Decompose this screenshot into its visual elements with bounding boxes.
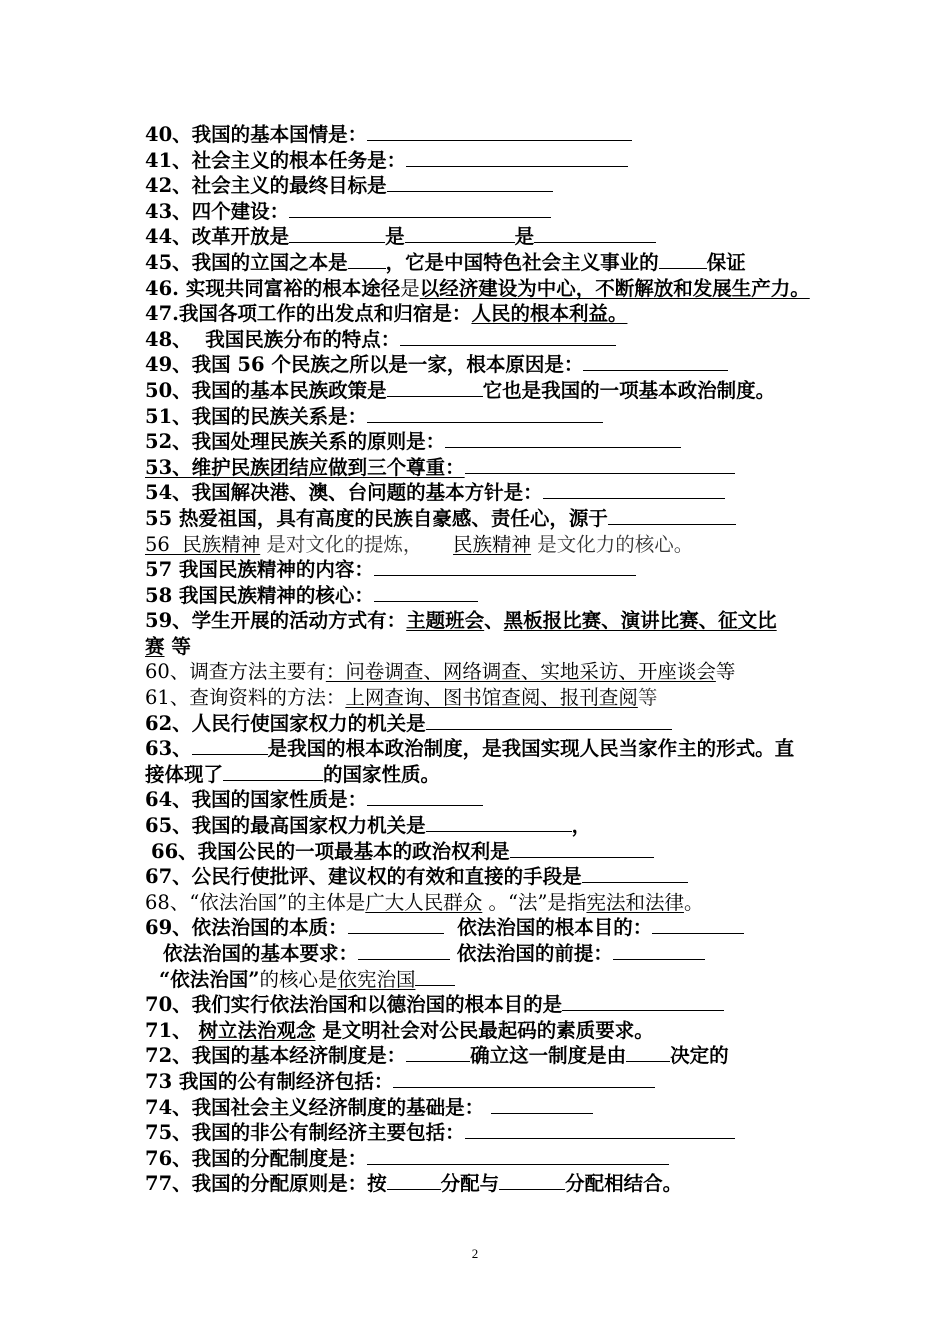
question-74 <box>145 1095 810 1121</box>
question-62 <box>145 711 810 737</box>
question-44 <box>145 224 810 250</box>
answer-text: 树立法治观念 <box>198 1018 316 1042</box>
question-text: 是文明社会对公民最起码的素质要求。 <box>322 1018 654 1042</box>
question-56 <box>145 532 810 558</box>
question-text: 51、我国的民族关系是： <box>145 404 368 428</box>
question-text: 47.我国各项工作的出发点和归宿是： <box>145 302 472 326</box>
question-text: 73 我国的公有制经济包括： <box>145 1069 394 1093</box>
question-71 <box>145 1018 810 1044</box>
answer-blank[interactable] <box>534 224 656 243</box>
question-text: 。“法”是指 <box>488 890 587 914</box>
answer-text: ：问卷调查、网络调查、实地采访、开座谈会 <box>325 660 716 684</box>
question-69-line-2 <box>145 941 810 967</box>
answer-blank[interactable] <box>367 404 603 423</box>
question-text: 55 热爱祖国，具有高度的民族自豪感、责任心，源于 <box>145 506 608 530</box>
answer-blank[interactable] <box>387 173 553 192</box>
answer-text: 以经济建设为中心，不断解放和发展生产力。 <box>419 276 810 300</box>
answer-blank[interactable] <box>491 1095 593 1114</box>
question-text: 它也是我国的一项基本政治制度。 <box>482 378 776 402</box>
question-text: 42、社会主义的最终目标是 <box>145 174 387 198</box>
question-text: 等 <box>171 634 191 658</box>
question-text: 58 我国民族精神的核心： <box>145 583 374 607</box>
question-text: 分配相结合。 <box>565 1172 683 1196</box>
question-text: 65、我国的最高国家权力机关是 <box>145 814 426 838</box>
answer-blank[interactable] <box>405 224 515 243</box>
answer-blank[interactable] <box>406 148 628 167</box>
answer-blank[interactable] <box>465 455 735 474</box>
question-text: 57 我国民族精神的内容： <box>145 558 374 582</box>
question-40 <box>145 122 810 148</box>
question-text: 75、我国的非公有制经济主要包括： <box>145 1121 465 1145</box>
answer-blank[interactable] <box>426 813 572 832</box>
question-59 <box>145 608 810 659</box>
question-text: 70、我们实行依法治国和以德治国的根本目的是 <box>145 993 563 1017</box>
question-text: 是我国的根本政治制度，是我国实现人民当家作主的形式。直接体现了 <box>145 737 795 786</box>
answer-blank[interactable] <box>289 199 551 218</box>
question-text: 。 <box>683 890 704 914</box>
question-text: 是 <box>400 276 420 300</box>
question-76 <box>145 1146 810 1172</box>
question-text: 63、 <box>145 737 192 761</box>
question-72 <box>145 1043 810 1069</box>
question-text: 是 <box>385 225 405 249</box>
answer-blank[interactable] <box>348 915 444 934</box>
question-48 <box>145 327 810 353</box>
question-text: 76、我国的分配制度是： <box>145 1146 368 1170</box>
question-69 <box>145 915 810 941</box>
question-text: 是对文化的提炼， <box>266 532 423 556</box>
answer-blank[interactable] <box>387 378 483 397</box>
answer-blank[interactable] <box>499 1171 565 1190</box>
answer-blank[interactable] <box>387 1171 441 1190</box>
question-text: 确立这一制度是由 <box>470 1044 627 1068</box>
question-46 <box>145 276 810 302</box>
question-73 <box>145 1069 810 1095</box>
answer-blank[interactable] <box>374 583 478 602</box>
question-57 <box>145 557 810 583</box>
answer-blank[interactable] <box>583 352 728 371</box>
question-61 <box>145 685 810 711</box>
question-text: 77、我国的分配原则是：按 <box>145 1172 387 1196</box>
answer-blank[interactable] <box>652 915 744 934</box>
question-text: 64、我国的国家性质是： <box>145 788 368 812</box>
question-47 <box>145 301 810 327</box>
question-41 <box>145 148 810 174</box>
question-54 <box>145 480 810 506</box>
question-text: 是文化力的核心。 <box>537 532 694 556</box>
question-75 <box>145 1120 810 1146</box>
question-text: ， <box>571 814 592 838</box>
answer-blank[interactable] <box>543 480 725 499</box>
question-text: 48、 我国民族分布的特点： <box>145 327 401 351</box>
answer-blank[interactable] <box>367 1146 669 1165</box>
document-page <box>145 122 810 1197</box>
answer-blank[interactable] <box>659 250 707 269</box>
answer-blank[interactable] <box>613 941 705 960</box>
question-text: 74、我国社会主义经济制度的基础是： <box>145 1095 485 1119</box>
question-text: 62、人民行使国家权力的机关是 <box>145 711 426 735</box>
question-53 <box>145 455 810 481</box>
question-text: 50、我国的基本民族政策是 <box>145 378 387 402</box>
answer-blank[interactable] <box>348 250 386 269</box>
question-text: 是 <box>514 225 535 249</box>
question-text: 52、我国处理民族关系的原则是： <box>145 430 446 454</box>
question-69-line-3 <box>145 967 810 993</box>
question-text: 保证 <box>706 250 746 274</box>
question-52 <box>145 429 810 455</box>
question-text: 等 <box>637 686 658 710</box>
question-text: 依法治国的前提： <box>456 942 613 965</box>
answer-blank[interactable] <box>400 327 616 346</box>
question-text: 依法治国的基本要求： <box>163 942 359 965</box>
answer-text: 56 民族精神 <box>145 532 261 556</box>
answer-text: 民族精神 <box>453 532 532 556</box>
question-43 <box>145 199 810 225</box>
question-text: 69、依法治国的本质： <box>145 916 348 940</box>
question-text: 61、查询资料的方法： <box>145 686 346 710</box>
question-text: 、 <box>484 609 504 633</box>
question-text: 分配与 <box>440 1172 500 1196</box>
answer-blank[interactable] <box>582 864 688 883</box>
question-42 <box>145 173 810 199</box>
answer-text: 宪法和法律 <box>586 890 684 914</box>
answer-text: 上网查询、图书馆查阅、报刊查阅 <box>345 686 638 710</box>
question-text: ，它是中国特色社会主义事业的 <box>385 250 659 274</box>
question-text: 72、我国的基本经济制度是： <box>145 1044 407 1068</box>
question-text: 66、我国公民的一项最基本的政治权利是 <box>151 839 510 863</box>
question-text: 44、改革开放是 <box>145 225 290 249</box>
answer-blank[interactable] <box>415 967 455 986</box>
answer-text: 黑板报比赛、演讲比赛、征文比赛 <box>145 609 777 658</box>
question-text: 53、维护民族团结应做到三个尊重： <box>145 455 465 479</box>
answer-blank[interactable] <box>223 762 323 781</box>
answer-blank[interactable] <box>608 506 736 525</box>
question-49 <box>145 352 810 378</box>
question-50 <box>145 378 810 404</box>
question-text: 的国家性质。 <box>323 762 441 786</box>
page-number: 2 <box>471 1246 479 1261</box>
answer-text: 依宪治国 <box>337 967 416 991</box>
question-58 <box>145 583 810 609</box>
question-text: 的核心是 <box>259 967 338 991</box>
question-text: 59、学生开展的活动方式有： <box>145 609 407 633</box>
question-text: 43、四个建设： <box>145 199 290 223</box>
question-text: 45、我国的立国之本是 <box>145 250 348 274</box>
question-text: 67、公民行使批评、建议权的有效和直接的手段是 <box>145 865 582 889</box>
question-text: “依法治国” <box>159 967 260 991</box>
question-text: 41、社会主义的根本任务是： <box>145 148 407 172</box>
answer-blank[interactable] <box>393 1069 655 1088</box>
answer-blank[interactable] <box>289 224 385 243</box>
question-66 <box>145 839 810 865</box>
question-65 <box>145 813 810 839</box>
question-70 <box>145 992 810 1018</box>
answer-blank[interactable] <box>192 736 268 755</box>
question-text: 54、我国解决港、澳、台问题的基本方针是： <box>145 481 543 505</box>
answer-text: 人民的根本利益。 <box>471 302 628 326</box>
answer-blank[interactable] <box>374 557 636 576</box>
answer-text: 主题班会 <box>406 609 485 633</box>
answer-text: 广大人民群众 <box>365 890 483 914</box>
question-text: 71、 <box>145 1018 192 1042</box>
answer-blank[interactable] <box>562 992 724 1011</box>
question-51 <box>145 404 810 430</box>
answer-blank[interactable] <box>445 429 681 448</box>
answer-blank[interactable] <box>426 711 672 730</box>
question-text: 依法治国的根本目的： <box>457 916 653 940</box>
answer-blank[interactable] <box>465 1120 735 1139</box>
question-63 <box>145 736 810 787</box>
question-text: 40、我国的基本国情是： <box>145 123 368 146</box>
question-45 <box>145 250 810 276</box>
question-text: 决定的 <box>670 1044 729 1068</box>
answer-blank[interactable] <box>358 941 450 960</box>
question-text: 46. 实现共同富裕的根本途径 <box>145 276 401 300</box>
question-60 <box>145 659 810 685</box>
question-text: 60、调查方法主要有 <box>145 660 326 684</box>
answer-blank[interactable] <box>406 1043 470 1062</box>
answer-blank[interactable] <box>367 787 483 806</box>
question-77 <box>145 1171 810 1197</box>
question-55 <box>145 506 810 532</box>
answer-blank[interactable] <box>626 1043 670 1062</box>
question-text: 68、“依法治国”的主体是 <box>145 890 366 914</box>
question-67 <box>145 864 810 890</box>
question-text: 等 <box>715 660 736 684</box>
question-68 <box>145 890 810 916</box>
answer-blank[interactable] <box>510 839 654 858</box>
answer-blank[interactable] <box>367 122 632 141</box>
question-64 <box>145 787 810 813</box>
question-text: 49、我国 56 个民族之所以是一家，根本原因是： <box>145 353 584 377</box>
